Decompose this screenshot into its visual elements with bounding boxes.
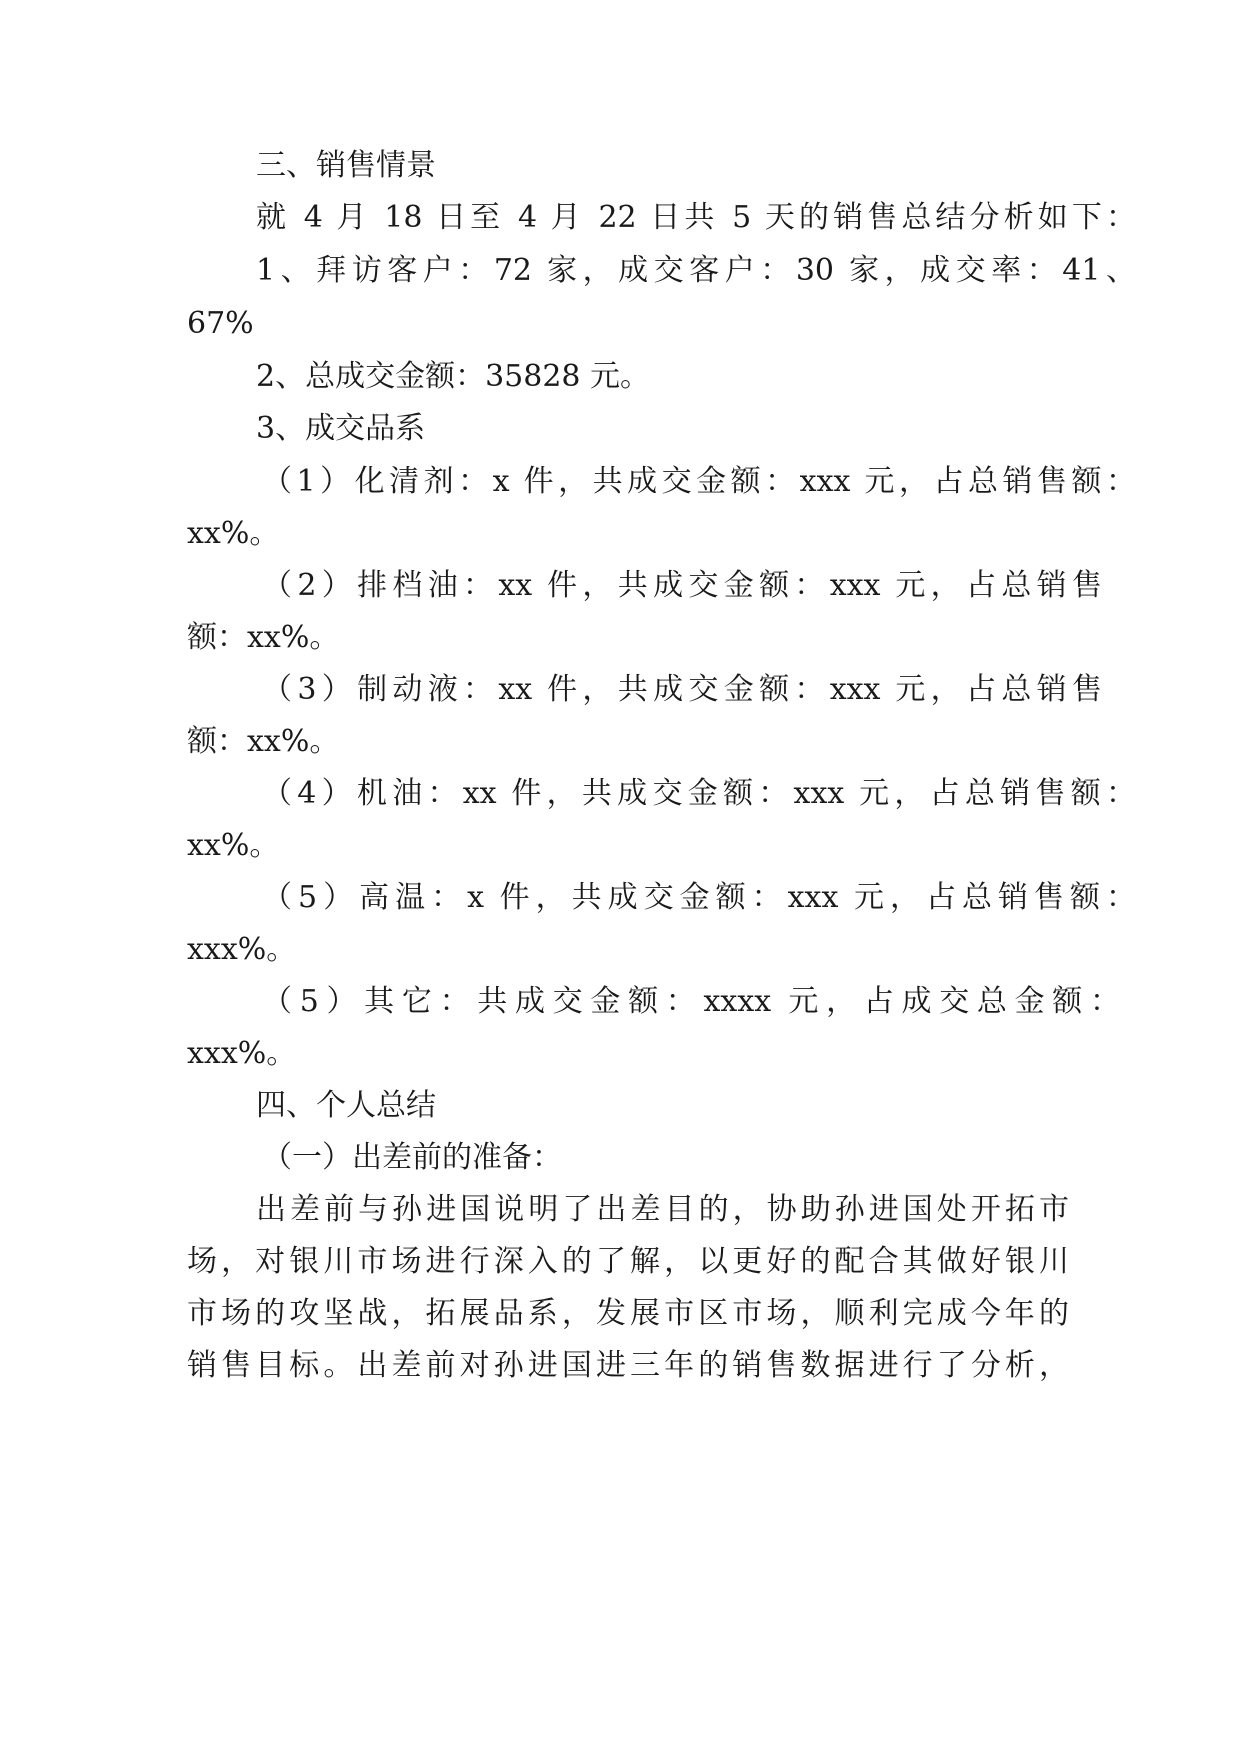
list-item-line: xx%。 (187, 516, 280, 551)
paragraph-line: 场，对银川市场进行深入的了解，以更好的配合其做好银川 (187, 1244, 1069, 1279)
list-item-line: xxx%。 (187, 932, 297, 967)
paragraph-line: 1、拜访客户：72 家，成交客户：30 家，成交率：41、 (256, 253, 1136, 288)
subsection-heading: （一）出差前的准备： (262, 1140, 562, 1175)
paragraph-line: 就 4 月 18 日至 4 月 22 日共 5 天的销售总结分析如下： (256, 200, 1136, 235)
section-heading-summary: 四、个人总结 (256, 1088, 436, 1123)
list-item-line: （3）制动液：xx 件，共成交金额：xxx 元，占总销售 (262, 672, 1102, 707)
list-item-line: 额：xx%。 (187, 620, 340, 655)
paragraph-line: 67% (187, 306, 254, 341)
section-heading-sales: 三、销售情景 (256, 148, 436, 183)
paragraph-line: 市场的攻坚战，拓展品系，发展市区市场，顺利完成今年的 (187, 1296, 1069, 1331)
paragraph-line: 销售目标。出差前对孙进国进三年的销售数据进行了分析， (187, 1348, 1069, 1383)
list-item-line: （2）排档油：xx 件，共成交金额：xxx 元，占总销售 (262, 568, 1102, 603)
list-item-line: （4）机油：xx 件，共成交金额：xxx 元，占总销售额： (262, 776, 1136, 811)
list-item-line: 额：xx%。 (187, 724, 340, 759)
list-item-line: （5）其它：共成交金额：xxxx 元，占成交总金额： (262, 984, 1120, 1019)
paragraph-line: 出差前与孙进国说明了出差目的，协助孙进国处开拓市 (256, 1192, 1069, 1227)
paragraph-line: 3、成交品系 (256, 411, 426, 446)
paragraph-line: 2、总成交金额：35828 元。 (256, 359, 651, 394)
list-item-line: （1）化清剂：x 件，共成交金额：xxx 元，占总销售额： (262, 464, 1136, 499)
list-item-line: （5）高温：x 件，共成交金额：xxx 元，占总销售额： (262, 880, 1136, 915)
list-item-line: xx%。 (187, 828, 280, 863)
list-item-line: xxx%。 (187, 1036, 297, 1071)
